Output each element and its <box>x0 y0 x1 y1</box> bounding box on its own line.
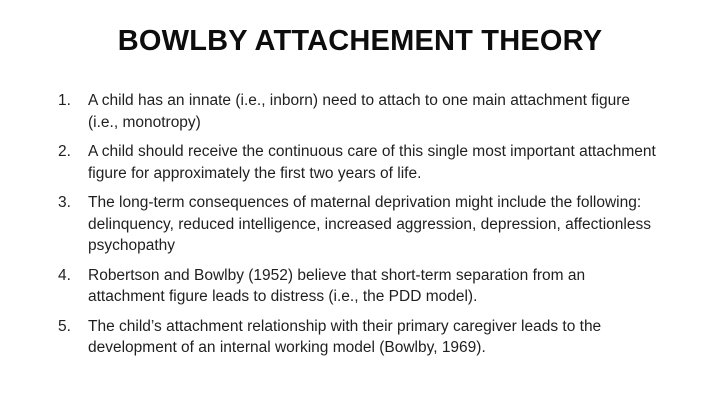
list-item-text: The child’s attachment relationship with their primary caregiver leads to the development of an internal working model (Bowlby, 1969). <box>88 317 602 356</box>
numbered-list <box>58 90 664 359</box>
list-item-text: A child should receive the continuous care of this single most important attachment figure for approximately the first two years of life. <box>88 143 656 182</box>
list-item-number: 3. <box>58 194 71 211</box>
slide-title: BOWLBY ATTACHEMENT THEORY <box>117 25 603 57</box>
list-item-number: 4. <box>58 266 71 284</box>
list-item <box>58 192 664 257</box>
list-item-number: 5. <box>58 317 71 335</box>
list-item-number: 2. <box>58 143 71 160</box>
list-item-text: The long-term consequences of maternal deprivation might include the following: delinquency, reduced intelligence, increased aggression, depression, affectionless psychopathy <box>88 194 651 254</box>
list-item-number: 1. <box>58 92 71 109</box>
list-item-text: Robertson and Bowlby (1952) believe that short-term separation from an attachment figure leads to distress (i.e., the PDD model). <box>88 266 586 305</box>
list-item-text: A child has an innate (i.e., inborn) need to attach to one main attachment figure (i.e., monotropy) <box>88 92 630 131</box>
list-item <box>58 90 664 133</box>
list-item <box>58 265 664 308</box>
list-item <box>58 141 664 184</box>
list-item <box>58 316 664 359</box>
